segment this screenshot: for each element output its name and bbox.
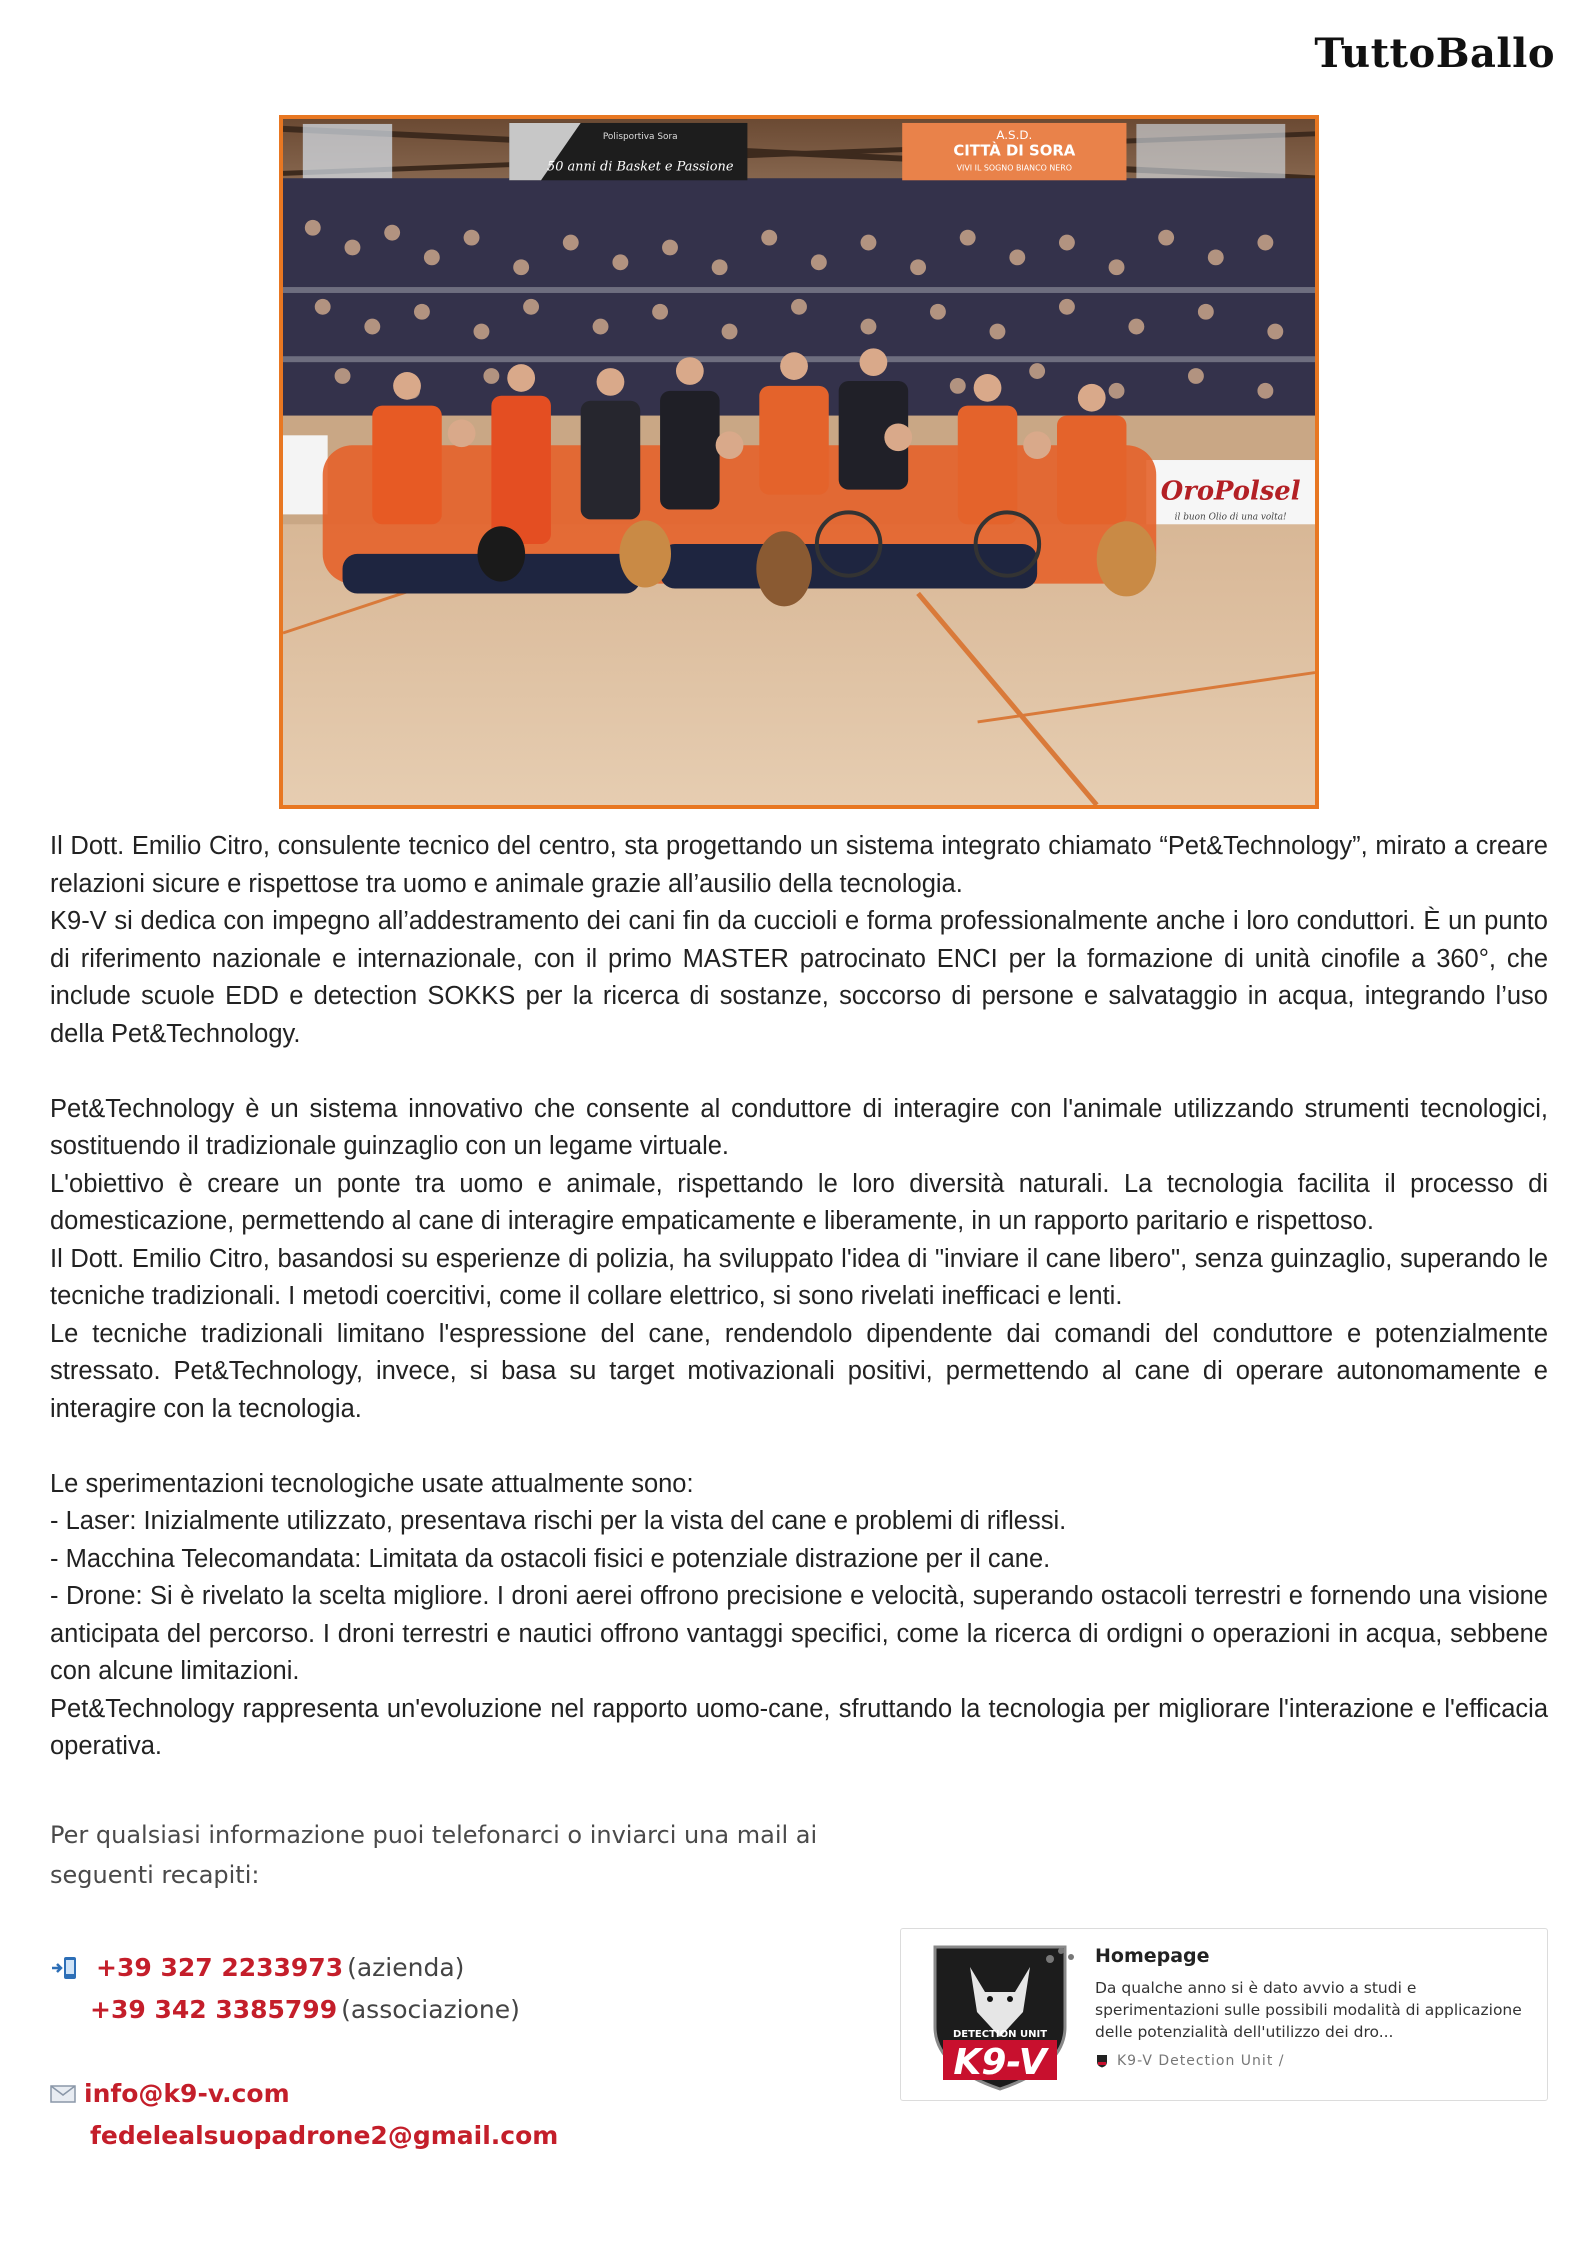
contact-intro: Per qualsiasi informazione puoi telefonarci o inviarci una mail ai seguenti recapiti: — [50, 1821, 818, 1889]
banner-left-text: 50 anni di Basket e Passione — [547, 159, 734, 175]
phone-number-association[interactable]: +39 342 3385799 — [90, 1995, 338, 2024]
site-brand: TuttoBallo — [1314, 30, 1555, 77]
homepage-link-card[interactable] — [900, 1928, 1548, 2101]
article-list-item: - Macchina Telecomandata: Limitata da ostacoli fisici e potenziale distrazione per il cane. — [50, 1544, 1051, 1573]
banner-left-top-text: Polisportiva Sora — [602, 131, 678, 142]
card-source-text: K9-V Detection Unit / — [1117, 2053, 1285, 2069]
article-paragraph: Le tecniche tradizionali limitano l'espressione del cane, rendendolo dipendente dai comandi del conduttore e potenzialmente stressato. Pet&Technology, invece, si basa su target motivazionali positivi, permettendo al cane di operare autonomamente e interagire con la tecnologia. — [50, 1319, 1548, 1423]
logo-subtitle: DETECTION UNIT — [952, 2029, 1048, 2040]
banner-right-line1: A.S.D. — [996, 127, 1033, 142]
banner-right-line3: VIVI IL SOGNO BIANCO NERO — [956, 163, 1073, 173]
phone-row — [50, 1989, 870, 2031]
phone-label-company: (azienda) — [347, 1953, 465, 1982]
event-photo — [279, 115, 1319, 809]
phone-icon — [50, 1955, 80, 1981]
favicon-icon — [1095, 2054, 1109, 2068]
card-title[interactable]: Homepage — [1095, 1945, 1210, 1967]
sponsor-banner-text: OroPolsel — [1160, 476, 1301, 507]
email-link-secondary[interactable]: fedelealsuopadrone2@gmail.com — [90, 2121, 559, 2150]
article-list-intro: Le sperimentazioni tecnologiche usate attualmente sono: — [50, 1469, 694, 1498]
article-paragraph: Il Dott. Emilio Citro, consulente tecnico del centro, sta progettando un sistema integrato chiamato “Pet&Technology”, mirato a creare relazioni sicure e rispettose tra uomo e animale grazie all’ausilio della tecnologia. — [50, 832, 1548, 898]
card-source — [1095, 2053, 1529, 2069]
group-photo-illustration — [283, 119, 1315, 805]
email-link-info[interactable]: info@k9-v.com — [84, 2079, 290, 2108]
article-list-item: - Laser: Inizialmente utilizzato, presentava rischi per la vista del cane e problemi di riflessi. — [50, 1507, 1067, 1535]
article-paragraph: K9-V si dedica con impegno all’addestramento dei cani fin da cuccioli e forma professionalmente anche i loro conduttori. È un punto di riferimento nazionale e internazionale, con il primo MASTER patrocinato ENCI per la formazione di unità cinofile a 360°, che include scuole EDD e detection SOKKS per la ricerca di sostanze, soccorso di persone e salvataggio in acqua, integrando l’uso della Pet&Technology. — [50, 907, 1548, 1048]
mail-icon — [50, 2085, 76, 2103]
article-body — [50, 828, 1548, 1766]
email-list — [50, 2073, 870, 2157]
article-paragraph: Pet&Technology rappresenta un'evoluzione nel rapporto uomo-cane, sfruttando la tecnologia per migliorare l'interazione e l'efficacia operativa. — [50, 1694, 1548, 1760]
article-paragraph: L'obiettivo è creare un ponte tra uomo e animale, rispettando le loro diversità naturali. La tecnologia facilita il processo di domesticazione, permettendo al cane di interagire empaticamente e liberamente, in un rapporto paritario e rispettoso. — [50, 1169, 1548, 1235]
contact-block — [50, 1815, 870, 2157]
banner-right-line2: CITTÀ DI SORA — [953, 141, 1076, 160]
k9v-logo — [915, 1937, 1085, 2092]
phone-list — [50, 1947, 870, 2031]
email-row — [50, 2073, 870, 2115]
phone-number-company[interactable]: +39 327 2233973 — [96, 1953, 344, 1982]
logo-title: K9-V — [953, 2042, 1047, 2083]
phone-label-association: (associazione) — [341, 1995, 520, 2024]
phone-row — [50, 1947, 870, 1989]
article-paragraph: Il Dott. Emilio Citro, basandosi su esperienze di polizia, ha sviluppato l'idea di "inviare il cane libero", senza guinzaglio, superando le tecniche tradizionali. I metodi coercitivi, come il collare elettrico, si sono rivelati inefficaci e lenti. — [50, 1244, 1548, 1310]
article-paragraph: Pet&Technology è un sistema innovativo che consente al conduttore di interagire con l'animale utilizzando strumenti tecnologici, sostituendo il tradizionale guinzaglio con un legame virtuale. — [50, 1094, 1548, 1160]
card-description: Da qualche anno si è dato avvio a studi e sperimentazioni sulle possibili modalità di applicazione delle potenzialità dell'utilizzo dei dro... — [1095, 1979, 1522, 2041]
sponsor-tagline: il buon Olio di una volta! — [1174, 512, 1287, 523]
article-list-item: - Drone: Si è rivelato la scelta migliore. I droni aerei offrono precisione e velocità, superando ostacoli terrestri e fornendo una visione anticipata del percorso. I droni terrestri e nautici offrono vantaggi specifici, come la ricerca di ordigni o operazioni in acqua, sebbene con alcune limitazioni. — [50, 1582, 1548, 1685]
email-row — [50, 2115, 870, 2157]
